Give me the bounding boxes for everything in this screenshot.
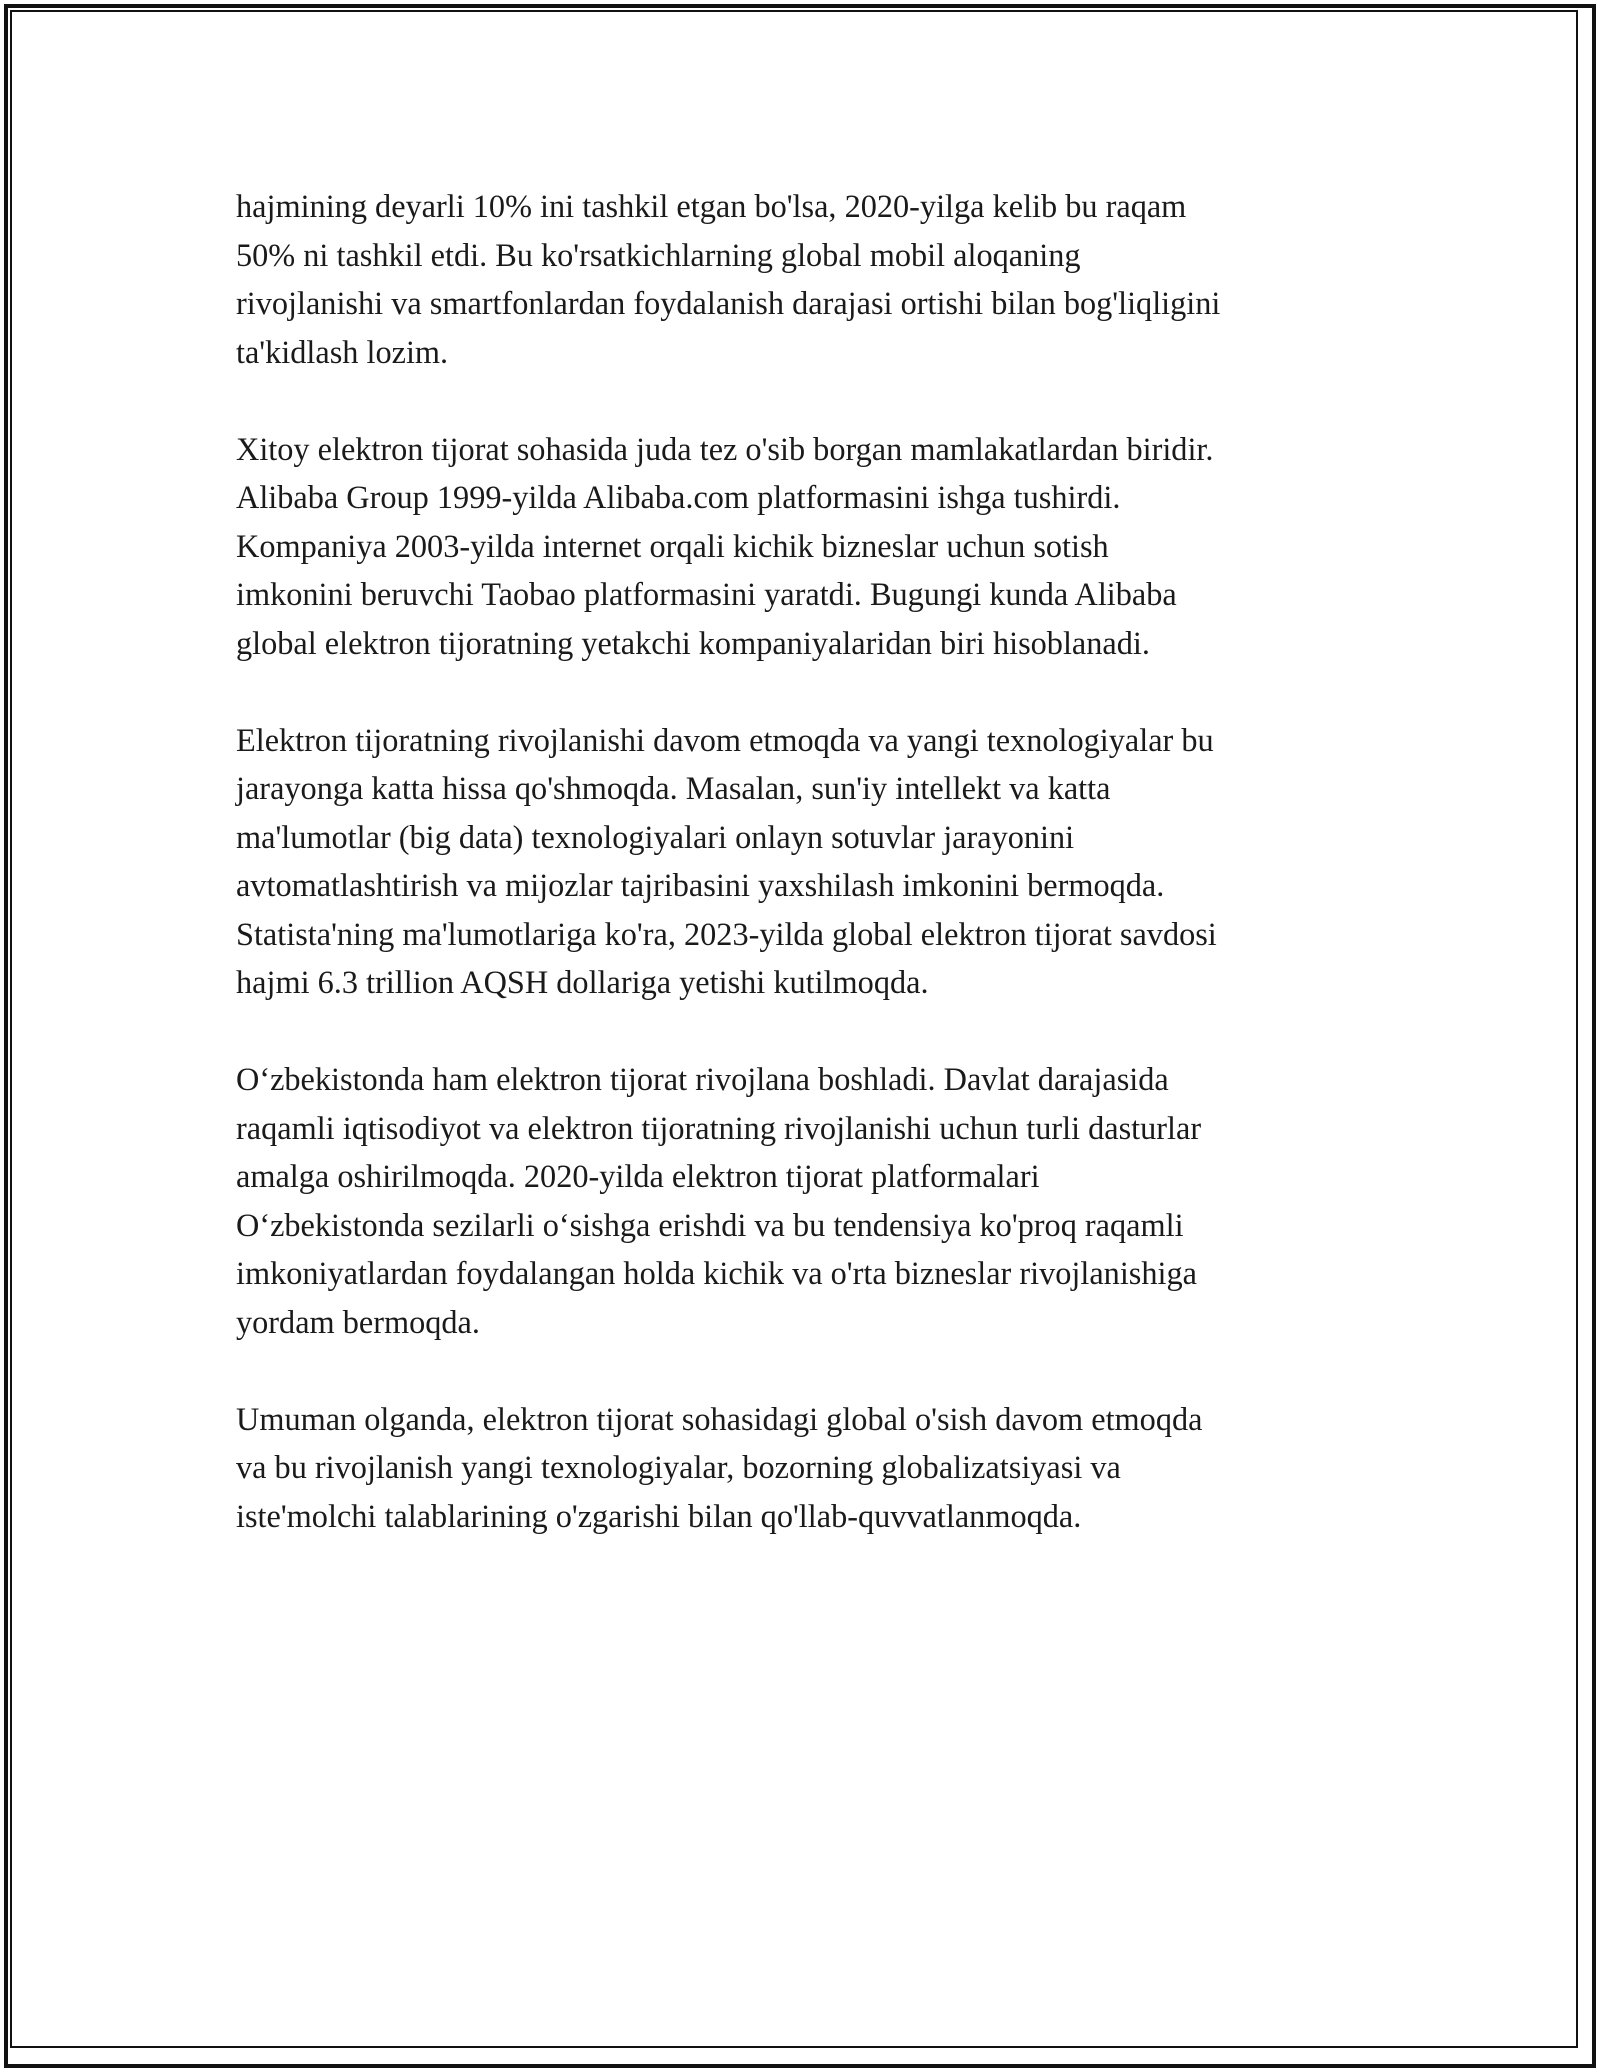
paragraph-china-alibaba: Xitoy elektron tijorat sohasida juda tez o'sib borgan mamlakatlardan biridir. Alibaba Group 1999-yilda Alibaba.com platformasini ishga tushirdi. Kompaniya 2003-yilda internet orqali kichik bizneslar uchun sotish imkonini beruvchi Taobao platformasini yaratdi. Bugungi kunda Alibaba global elektron tijoratning yetakchi kompaniyalaridan biri hisoblanadi. bbox=[236, 430, 1214, 661]
document-body bbox=[236, 182, 1366, 1589]
paragraph-new-technologies: Elektron tijoratning rivojlanishi davom etmoqda va yangi texnologiyalar bu jarayonga katta hissa qo'shmoqda. Masalan, sun'iy intellekt va katta ma'lumotlar (big data) texnologiyalari onlayn sotuvlar jarayonini avtomatlashtirish va mijozlar tajribasini yaxshilash imkonini bermoqda. Statista'ning ma'lumotlariga ko'ra, 2023-yilda global elektron tijorat savdosi hajmi 6.3 trillion AQSH dollariga yetishi kutilmoqda. bbox=[236, 721, 1217, 1000]
paragraph-uzbekistan: O‘zbekistonda ham elektron tijorat rivojlana boshladi. Davlat darajasida raqamli iqtisodiyot va elektron tijoratning rivojlanishi uchun turli dasturlar amalga oshirilmoqda. 2020-yilda elektron tijorat platformalari O‘zbekistonda sezilarli o‘sishga erishdi va bu tendensiya ko'proq raqamli imkoniyatlardan foydalangan holda kichik va o'rta bizneslar rivojlanishiga yordam bermoqda. bbox=[236, 1061, 1202, 1340]
paragraph-conclusion: Umuman olganda, elektron tijorat sohasidagi global o'sish davom etmoqda va bu rivojlanish yangi texnologiyalar, bozorning globalizatsiyasi va iste'molchi talablarining o'zgarishi bilan qo'llab-quvvatlanmoqda. bbox=[236, 1400, 1203, 1534]
paragraph-mobile-commerce: hajmining deyarli 10% ini tashkil etgan bo'lsa, 2020-yilga kelib bu raqam 50% ni tashkil etdi. Bu ko'rsatkichlarning global mobil aloqaning rivojlanishi va smartfonlardan foydalanish darajasi ortishi bilan bog'liqligini ta'kidlash lozim. bbox=[236, 188, 1221, 370]
